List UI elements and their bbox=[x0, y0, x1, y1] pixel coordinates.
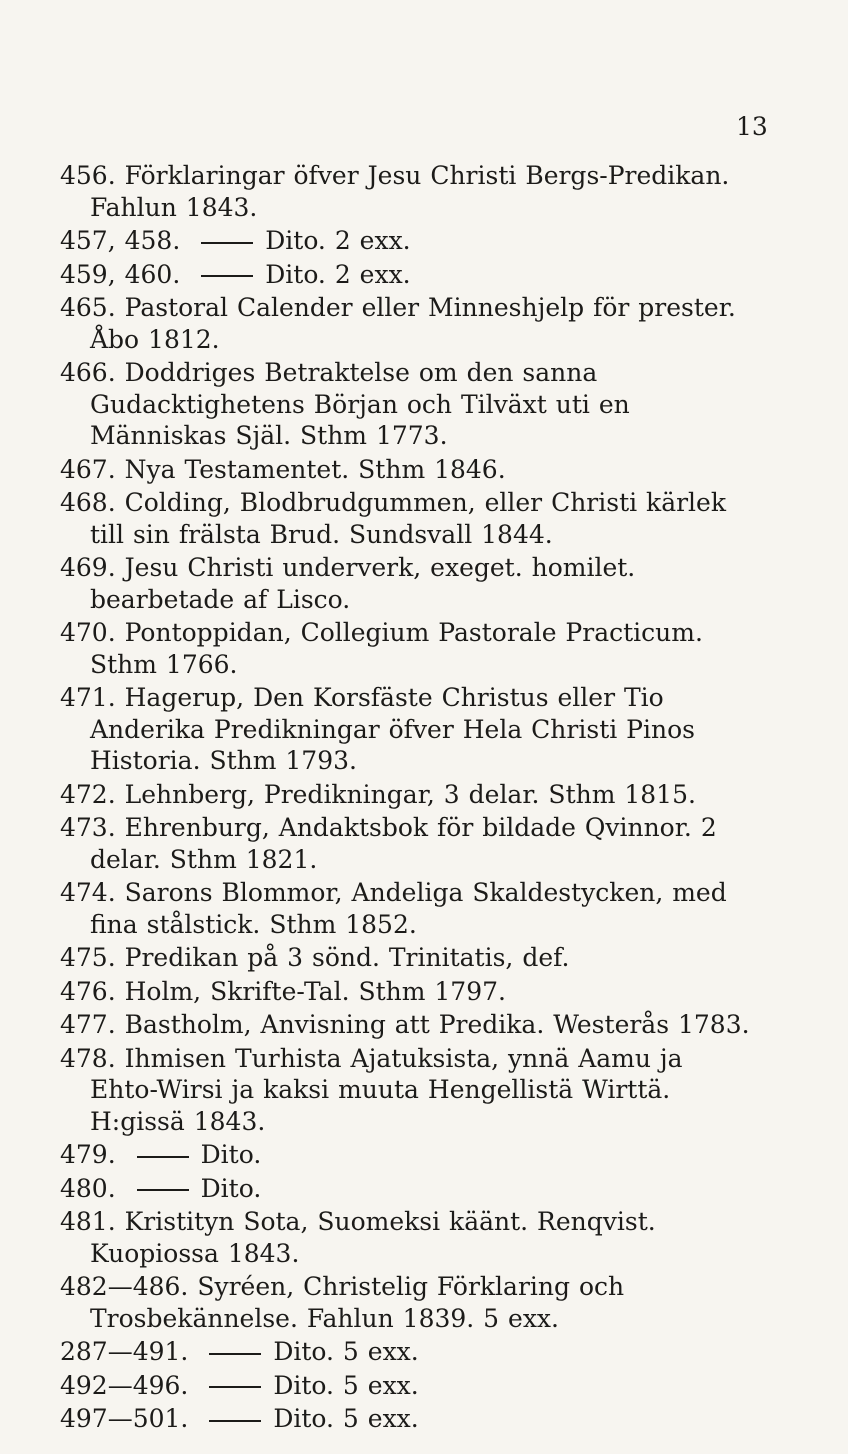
entry-number: 481. bbox=[60, 1207, 116, 1236]
catalogue-entry bbox=[60, 1370, 750, 1402]
catalogue-entry bbox=[60, 1009, 750, 1041]
entry-text: Doddriges Betraktelse om den sanna Gudacktighetens Början och Tilväxt uti en Människas Själ. Sthm 1773. bbox=[90, 358, 630, 450]
ditto-dash bbox=[201, 242, 253, 244]
catalogue-entry bbox=[60, 357, 750, 452]
entry-text: Dito. 5 exx. bbox=[273, 1404, 419, 1433]
catalogue-entry bbox=[60, 617, 750, 680]
catalogue-entry bbox=[60, 1139, 750, 1171]
entry-text: Pastoral Calender eller Minneshjelp för prester. Åbo 1812. bbox=[90, 293, 736, 354]
entry-text: Förklaringar öfver Jesu Christi Bergs-Predikan. Fahlun 1843. bbox=[90, 161, 730, 222]
catalogue-entry bbox=[60, 682, 750, 777]
entry-number: 475. bbox=[60, 943, 116, 972]
entry-text: Holm, Skrifte-Tal. Sthm 1797. bbox=[124, 976, 506, 1006]
entry-number: 468. bbox=[60, 488, 116, 517]
entry-number: 470. bbox=[60, 618, 116, 647]
catalogue-entry bbox=[60, 1403, 750, 1435]
entry-text: Dito. 5 exx. bbox=[273, 1337, 419, 1366]
entry-text: Dito. 2 exx. bbox=[265, 226, 411, 255]
entry-text: Syréen, Christelig Förklaring och Trosbekännelse. Fahlun 1839. 5 exx. bbox=[90, 1272, 625, 1333]
ditto-dash bbox=[137, 1156, 189, 1158]
ditto-dash bbox=[209, 1420, 261, 1422]
catalogue-entry bbox=[60, 225, 750, 257]
entry-text: Dito. bbox=[200, 1173, 262, 1203]
catalogue-entry bbox=[60, 942, 750, 974]
entry-text: Dito. bbox=[200, 1140, 262, 1169]
entry-number: 459, 460. bbox=[60, 259, 181, 289]
catalogue-entry bbox=[60, 877, 750, 940]
entry-text: Jesu Christi underverk, exeget. homilet. bearbetade af Lisco. bbox=[90, 553, 636, 614]
entry-number: 457, 458. bbox=[60, 226, 181, 255]
ditto-dash bbox=[137, 1189, 189, 1191]
entry-text: Ihmisen Turhista Ajatuksista, ynnä Aamu ja Ehto-Wirsi ja kaksi muuta Hengellistä Wirttä. H:gissä 1843. bbox=[90, 1043, 683, 1136]
entry-text: Hagerup, Den Korsfäste Christus eller Tio Anderika Predikningar öfver Hela Christi Pinos Historia. Sthm 1793. bbox=[90, 683, 695, 775]
entry-text: Nya Testamentet. Sthm 1846. bbox=[124, 454, 506, 484]
page-number: 13 bbox=[736, 112, 768, 141]
ditto-dash bbox=[209, 1353, 261, 1355]
entry-number: 472. bbox=[60, 779, 116, 809]
entry-number: 467. bbox=[60, 454, 116, 484]
catalogue-entry bbox=[60, 1206, 750, 1269]
catalogue-entry bbox=[60, 812, 750, 875]
entry-text: Colding, Blodbrudgummen, eller Christi kärlek till sin frälsta Brud. Sundsvall 1844. bbox=[90, 488, 727, 549]
catalogue-entry bbox=[60, 552, 750, 615]
catalogue-entry bbox=[60, 1336, 750, 1368]
catalogue-entry bbox=[60, 1173, 750, 1205]
catalogue-entry bbox=[60, 1043, 750, 1138]
entry-text: Dito. 2 exx. bbox=[265, 259, 411, 289]
catalogue-entry bbox=[60, 292, 750, 355]
entry-text: Dito. 5 exx. bbox=[273, 1370, 419, 1400]
catalogue-entry bbox=[60, 976, 750, 1008]
catalogue-entry bbox=[60, 454, 750, 486]
entry-text: Lehnberg, Predikningar, 3 delar. Sthm 1815. bbox=[124, 779, 696, 809]
catalogue-entry bbox=[60, 487, 750, 550]
entry-text: Ehrenburg, Andaktsbok för bildade Qvinnor. 2 delar. Sthm 1821. bbox=[90, 813, 717, 874]
catalogue-entry bbox=[60, 1271, 750, 1334]
ditto-dash bbox=[209, 1386, 261, 1388]
entry-text: Pontoppidan, Collegium Pastorale Practicum. Sthm 1766. bbox=[90, 618, 703, 679]
entry-text: Predikan på 3 sönd. Trinitatis, def. bbox=[124, 943, 570, 972]
entry-number: 469. bbox=[60, 553, 116, 582]
entry-list bbox=[60, 160, 750, 1437]
entry-number: 492—496. bbox=[60, 1370, 189, 1400]
entry-number: 456. bbox=[60, 161, 116, 190]
entry-number: 478. bbox=[60, 1043, 116, 1073]
entry-text: Bastholm, Anvisning att Predika. Westerås 1783. bbox=[124, 1010, 750, 1039]
ditto-dash bbox=[201, 275, 253, 277]
catalogue-entry bbox=[60, 259, 750, 291]
entry-number: 287—491. bbox=[60, 1337, 189, 1366]
entry-number: 476. bbox=[60, 976, 116, 1006]
entry-number: 471. bbox=[60, 683, 116, 712]
catalogue-entry bbox=[60, 160, 750, 223]
entry-number: 465. bbox=[60, 293, 116, 322]
entry-number: 497—501. bbox=[60, 1404, 189, 1433]
entry-text: Kristityn Sota, Suomeksi käänt. Renqvist. Kuopiossa 1843. bbox=[90, 1207, 656, 1268]
entry-number: 473. bbox=[60, 813, 116, 842]
entry-text: Sarons Blommor, Andeliga Skaldestycken, med fina stålstick. Sthm 1852. bbox=[90, 878, 727, 939]
entry-number: 477. bbox=[60, 1010, 116, 1039]
entry-number: 479. bbox=[60, 1140, 116, 1169]
entry-number: 474. bbox=[60, 878, 116, 907]
entry-number: 480. bbox=[60, 1173, 116, 1203]
entry-number: 466. bbox=[60, 358, 116, 387]
catalogue-entry bbox=[60, 779, 750, 811]
entry-number: 482—486. bbox=[60, 1272, 189, 1301]
